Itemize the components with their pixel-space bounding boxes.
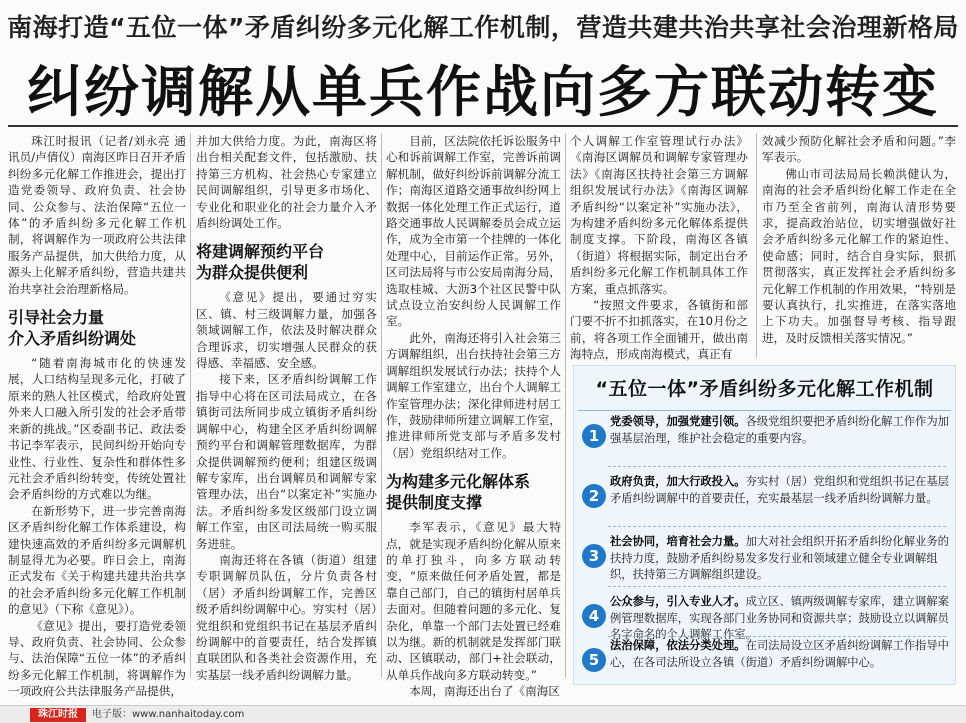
headline-rule [8,125,958,127]
item-separator [608,526,946,527]
paragraph: 接下来，区矛盾纠纷调解工作指导中心将在区司法局成立，在各镇街司法所同步成立镇街矛盾纠纷调解中心，构建全区矛盾纠纷调解预约平台和调解管理数据库，为群众提供调解预约便利；组建区级调解专家库，出台调解员和调解专家管理办法，出台“以案定补”实施办法。矛盾纠纷多发区级部门设立调解工作室，由区司法局统一购买服务进驻。 [196,372,377,551]
paragraph: 南海还将在各镇（街道）组建专职调解员队伍，分片负责各村（居）矛盾纠纷调解工作，完善区级矛盾纠纷调解中心。穷实村（居）党组织和党组织书记在基层矛盾纠纷调解中的首要责任，结合发挥镇直联团队和各类社会资源作用，充实基层一线矛盾纠纷调解力量。 [196,552,377,682]
item-body: 夯实村（居）党组织和党组织书记在基层矛盾纠纷调解中的首要责任，充实最基层一线矛盾纠纷调解力量。 [610,475,949,505]
mechanism-item-2 [580,470,950,530]
paragraph: 本周，南海还出台了《南海区 [409,684,560,699]
newspaper-badge: 珠江时报 [30,708,86,722]
item-heading: 社会协同，培育社会力量。 [610,535,746,548]
item-body: 在司法局设立区矛盾纠纷调解工作指导中心，在各司法所设立各镇（街道）矛盾纠纷调解中心。 [610,639,949,669]
number-badge: 1 [582,424,606,448]
article-column-4 [570,133,748,363]
item-text [610,474,950,507]
number-badge: 5 [582,648,606,672]
subheading: 将建调解预约平台 为群众提供便利 [196,242,325,283]
paragraph: 李军表示，《意见》最大特点，就是实现矛盾纠纷化解从原来的单打独斗，向多方联动转变，“原来做任何矛盾处置，都是靠自己部门，自己的镇街村居单兵去面对。但随着问题的多元化、复杂化，单靠一个部门去处置已经难以为继。新的机制就是发挥部门联动、区镇联动，部门+社会联动，从单兵作战向多方联动转变。” [386,520,561,682]
item-heading: 法治保障，依法分类处理。 [610,639,746,652]
paragraph: 并加大供给力度。为此，南海区将出台相关配套文件，包括激励、扶持第三方机构、社会热心专家建立民间调解组织，引导更多市场化、专业化和职业化的社会力量介入矛盾纠纷调处工作。 [196,134,377,231]
mechanism-info-box [573,365,956,685]
paragraph: 效减少预防化解社会矛盾和问题。”李军表示。 [762,134,956,165]
page-footer [0,705,966,723]
article-column-1 [8,133,186,700]
paragraph: 珠江时报讯（记者/刘永亮 通讯员/卢倩仪）南海区昨日召开矛盾纠纷多元化解工作推进会，提出打造党委领导、政府负责、社会协同、公众参与、法治保障“五位一体”的矛盾纠纷多元化解工作机制，将调解作为一项政府公共法律服务产品提供，加大供给力度，从源头上化解矛盾纠纷，营造共建共治共享社会治理新格局。 [8,134,186,296]
column-divider [381,133,382,678]
item-body: 各级党组织要把矛盾纠纷化解工作作为加强基层治理，维护社会稳定的重要内容。 [610,415,949,445]
article-column-5 [762,133,956,346]
item-separator [608,466,946,467]
column-divider [756,133,757,358]
paragraph: 在新形势下，进一步完善南海区矛盾纠纷化解工作体系建设，构建快速高效的矛盾纠纷多元调解机制显得尤为必要。昨日会上，南海正式发布《关于构建共建共治共享的社会矛盾纠纷多元化解工作机制的意见》（下称《意见》）。 [8,503,186,617]
paragraph: 目前，区法院依托诉讼服务中心和诉前调解工作室，完善诉前调解机制，做好纠纷诉前调解分流工作；南海区道路交通事故纠纷网上数据一体化处理工作正式运行，道路交通事故人民调解委员会成立运作，成为全市第一个挂牌的一体化处理中心，目前运作正常。另外，区司法局将与市公安局南海分局，选取桂城、大沥3个社区民警中队试点设立治安纠纷人民调解工作室。 [386,134,561,329]
article-column-2 [196,133,377,683]
paragraph: 《意见》提出，要通过穷实区、镇、村三级调解力量，加强各领域调解工作，依法及时解决群众合理诉求，切实增强人民群众的获得感、幸福感、安全感。 [196,290,377,371]
item-body: 加大对社会组织开拓矛盾纠纷化解业务的扶持力度，鼓励矛盾纠纷易发多发行业和领域建立健全专业调解组织，扶持第三方调解组织建设。 [610,535,949,581]
article-column-3 [386,133,561,700]
item-heading: 公众参与，引入专业人才。 [610,595,746,608]
info-box-title: “五位一体”矛盾纠纷多元化解工作机制 [574,374,955,401]
item-body: 成立区、镇两级调解专家库，建立调解案例管理数据库，实现各部门业务协同和资源共享；鼓励设立以调解员名字命名的个人调解工作室。 [610,595,949,641]
paragraph: 此外，南海还将引入社会第三方调解组织，出台扶持社会第三方调解组织发展试行办法；扶持个人调解工作室建立，出台个人调解工作室管理办法；深化律师进村居工作，鼓励律师所建立调解工作室，推进律师所党支部与矛盾多发村（居）党组织结对工作。 [386,330,561,460]
kicker-headline: 南海打造“五位一体”矛盾纠纷多元化解工作机制，营造共建共治共享社会治理新格局 [7,13,959,42]
number-badge: 3 [582,544,606,568]
item-heading: 政府负责，加大行政投入。 [610,475,746,488]
item-separator [608,586,946,587]
paragraph: 个人调解工作室管理试行办法》《南海区调解员和调解专家管理办法》《南海区扶持社会第三方调解组织发展试行办法》《南海区调解矛盾纠纷“以案定补”实施办法》，为构建矛盾纠纷多元化解体系提供制度支撑。下阶段，南海区各镇（街道）将根据实际，制定出台矛盾纠纷多元化解工作机制具体工作方案，重点抓落实。 [570,134,748,296]
paragraph: “随着南海城市化的快速发展，人口结构呈现多元化，打破了原来的熟人社区模式，给政府处置外来人口融入所引发的社会矛盾带来新的挑战。”区委副书记、政法委书记李军表示，民间纠纷开始向专业性、行业性、复杂性和群体性多元社会矛盾纠纷转变，传统处置社会矛盾纠纷的方式难以为继。 [8,356,186,502]
subheading: 引导社会力量 介入矛盾纠纷调处 [8,308,137,349]
mechanism-item-5 [580,634,950,694]
main-headline: 纠纷调解从单兵作战向多方联动转变 [26,60,939,124]
number-badge: 2 [582,484,606,508]
paragraph: 《意见》提出，要打造党委领导、政府负责、社会协同、公众参与、法治保障“五位一体”的矛盾纠纷多元化解工作机制，将调解作为一项政府公共法律服务产品提供， [8,618,186,699]
number-badge: 4 [582,604,606,628]
website-link[interactable]: 电子版：www.nanhaitoday.com [92,709,245,720]
item-text [610,638,950,671]
subheading: 为构建多元化解体系 提供制度支撑 [386,472,531,513]
column-divider [190,133,191,678]
paragraph: 佛山市司法局局长赖洪健认为，南海的社会矛盾纠纷化解工作走在全市乃至全省前列，南海认清形势要求，提高政治站位，切实增强做好社会矛盾纠纷多元化解工作的紧迫性、使命感；同时，结合自身实际，狠抓贯彻落实，真正发挥社会矛盾纠纷多元化解工作机制的作用效果，“特别是要认真执行，扎实推进，在落实落地上下功夫。加强督导考核、指导跟进，及时反馈相关落实情况。” [762,166,956,345]
item-text [610,534,950,584]
mechanism-item-1 [580,410,950,470]
paragraph: “按照文件要求，各镇街和部门要不折不扣抓落实，在10月份之前，将各项工作全面铺开，做出南海特点，形成南海模式，真正有 [570,298,748,362]
column-divider [565,133,566,678]
item-text [610,414,950,447]
mechanism-item-3 [580,530,950,590]
item-heading: 党委领导，加强党建引领。 [610,415,746,428]
